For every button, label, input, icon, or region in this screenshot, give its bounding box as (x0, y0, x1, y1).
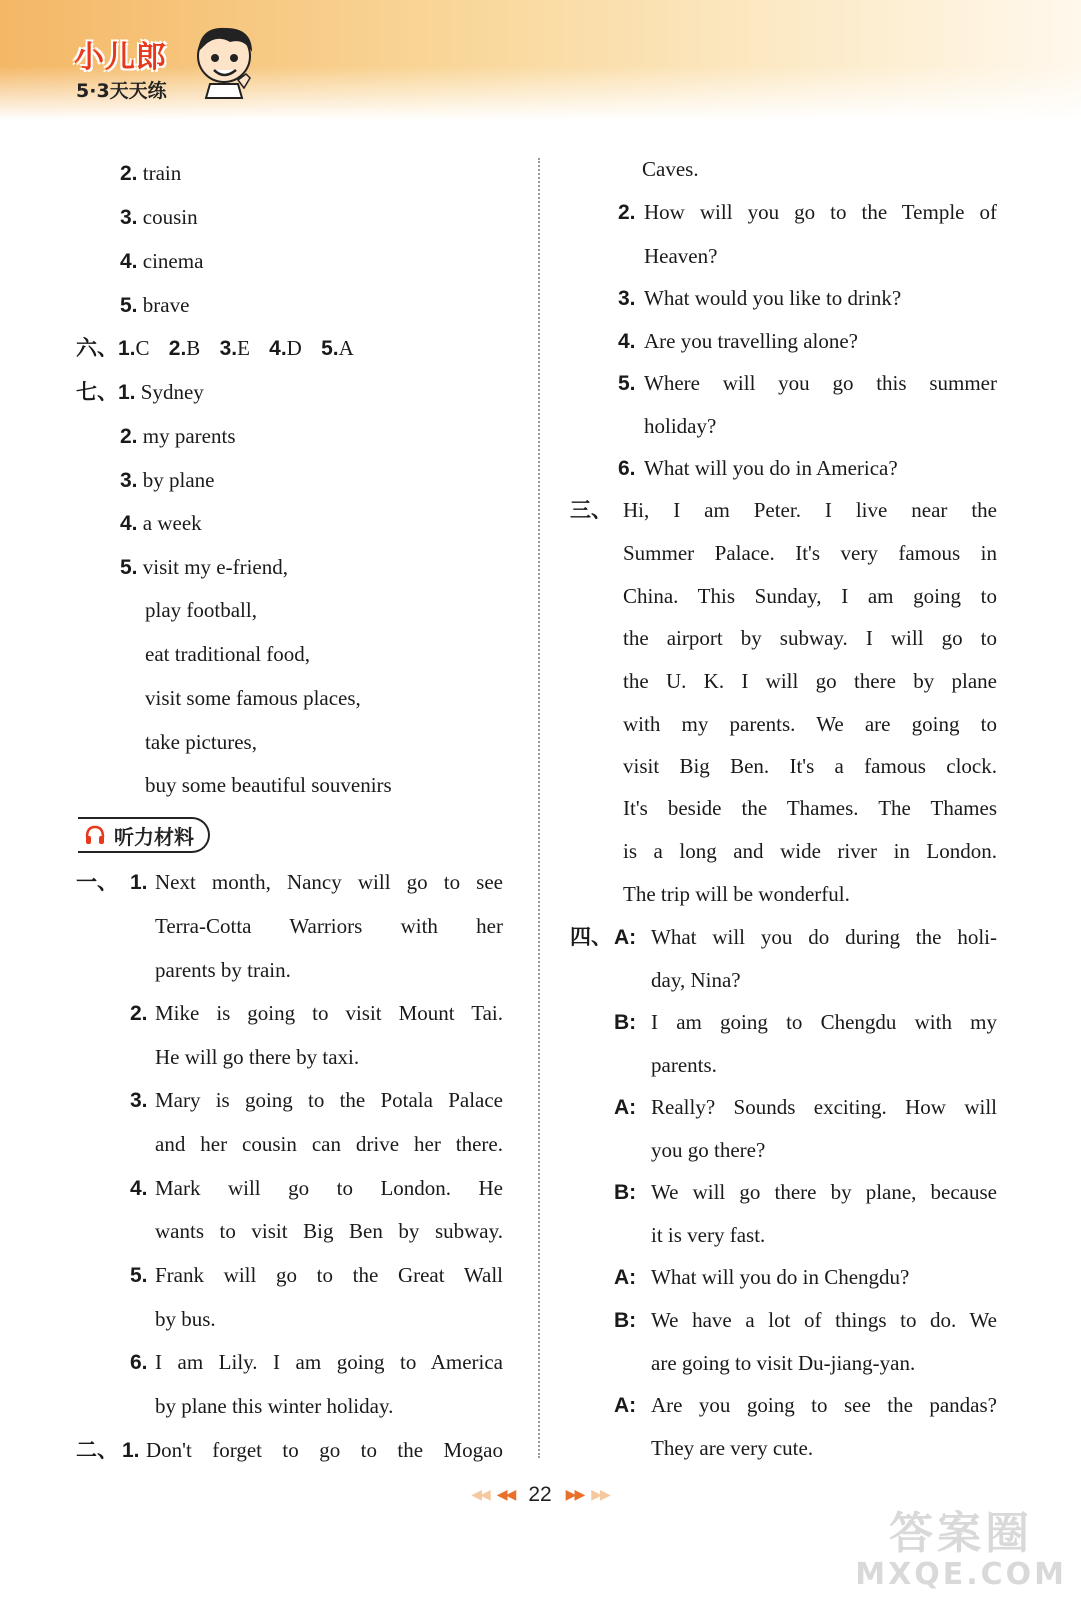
page-footer (450, 1480, 630, 1510)
answer-line: 4. cinema (120, 249, 204, 273)
item-number: 6. (130, 1351, 148, 1374)
publisher-logo (68, 28, 248, 108)
text-line: Don't forget to go to the Mogao (146, 1438, 503, 1462)
dialogue-line: What will you do during the holi- (651, 925, 997, 949)
text-line: wants to visit Big Ben by subway. (155, 1219, 503, 1243)
item-number: 5. (130, 1264, 148, 1287)
text-line: What will you do in America? (644, 456, 898, 480)
answer-line: 3. cousin (120, 205, 198, 229)
text-line: Frank will go to the Great Wall (155, 1263, 503, 1287)
dialogue-line: We will go there by plane, because (651, 1180, 997, 1204)
brand-name: 小儿郎 (74, 40, 167, 75)
text-line: Terra-Cotta Warriors with her (155, 914, 503, 938)
item-number: 2. (618, 201, 636, 224)
dialogue-line: We have a lot of things to do. We (651, 1308, 997, 1332)
listening-material-label: 听力材料 (114, 824, 194, 849)
decor-arrows-right-icon: ▶▶ (591, 1487, 609, 1503)
speaker-label: B: (614, 1309, 637, 1332)
answer-line: 4. a week (120, 511, 202, 535)
text-line: How will you go to the Temple of (644, 200, 997, 224)
item-number: 4. (130, 1177, 148, 1200)
text-line: Where will you go this summer (644, 371, 997, 395)
arrows-left-icon: ◀◀ (496, 1487, 515, 1503)
answer-line: 3. by plane (120, 468, 215, 492)
decor-arrows-left-icon: ◀◀ (471, 1487, 489, 1503)
section-6-answers: 六、1.C 2.B 3.E 4.D 5.A (76, 336, 354, 360)
passage-line: with my parents. We are going to (623, 712, 997, 736)
answer-line: 5. brave (120, 293, 190, 317)
headphones-icon (84, 824, 106, 846)
dialogue-line: Are you going to see the pandas? (651, 1393, 997, 1417)
text-line: Are you travelling alone? (644, 329, 858, 353)
text-line: by plane this winter holiday. (155, 1394, 394, 1418)
speaker-label: A: (614, 926, 637, 949)
dialogue-line: They are very cute. (651, 1436, 814, 1460)
item-number: 2. (130, 1002, 148, 1025)
passage-line: is a long and wide river in London. (623, 839, 997, 863)
section-2-marker: 二、 (76, 1438, 118, 1462)
passage-line: The trip will be wonderful. (623, 882, 850, 906)
section-4-marker: 四、 (570, 925, 612, 949)
passage-line: It's beside the Thames. The Thames (623, 796, 997, 820)
speaker-label: B: (614, 1181, 637, 1204)
dialogue-line: day, Nina? (651, 968, 741, 992)
dialogue-line: I am going to Chengdu with my (651, 1010, 997, 1034)
passage-line: visit Big Ben. It's a famous clock. (623, 754, 997, 778)
item-number: 1. (130, 871, 148, 894)
item-number: 3. (618, 287, 636, 310)
answer-line: eat traditional food, (145, 642, 311, 666)
answer-line: play football, (145, 598, 257, 622)
text-line: and her cousin can drive her there. (155, 1132, 503, 1156)
dialogue-line: parents. (651, 1053, 717, 1077)
passage-line: the airport by subway. I will go to (623, 626, 997, 650)
passage-line: the U. K. I will go there by plane (623, 669, 997, 693)
text-line: He will go there by taxi. (155, 1045, 360, 1069)
site-watermark: 答案圈 MXQE.COM (855, 1508, 1067, 1592)
speaker-label: A: (614, 1096, 637, 1119)
text-line: Mike is going to visit Mount Tai. (155, 1001, 503, 1025)
listening-material-badge (78, 817, 210, 853)
section-3-marker: 三、 (570, 498, 612, 522)
answer-line: buy some beautiful souvenirs (145, 773, 392, 797)
text-line: Mary is going to the Potala Palace (155, 1088, 503, 1112)
answer-line: 七、1. Sydney (76, 380, 204, 404)
answer-line: visit some famous places, (145, 686, 361, 710)
item-number: 4. (618, 330, 636, 353)
answer-line: 2. train (120, 161, 182, 185)
text-line: Caves. (642, 157, 699, 181)
text-line: What would you like to drink? (644, 286, 902, 310)
item-number: 6. (618, 457, 636, 480)
section-1-marker: 一、 (76, 870, 118, 894)
item-number: 3. (130, 1089, 148, 1112)
item-number: 1. (122, 1439, 140, 1462)
answer-line: take pictures, (145, 730, 257, 754)
arrows-right-icon: ▶▶ (565, 1487, 584, 1503)
text-line: Next month, Nancy will go to see (155, 870, 503, 894)
dialogue-line: What will you do in Chengdu? (651, 1265, 910, 1289)
column-divider (538, 158, 540, 1458)
dialogue-line: it is very fast. (651, 1223, 766, 1247)
passage-line: China. This Sunday, I am going to (623, 584, 997, 608)
answer-line: 5. visit my e-friend, (120, 555, 288, 579)
dialogue-line: you go there? (651, 1138, 766, 1162)
passage-line: Hi, I am Peter. I live near the (623, 498, 997, 522)
text-line: holiday? (644, 414, 717, 438)
mascot-boy-icon (190, 22, 260, 100)
item-number: 5. (618, 372, 636, 395)
text-line: Heaven? (644, 244, 718, 268)
speaker-label: A: (614, 1266, 637, 1289)
text-line: Mark will go to London. He (155, 1176, 503, 1200)
dialogue-line: Really? Sounds exciting. How will (651, 1095, 997, 1119)
speaker-label: B: (614, 1011, 637, 1034)
answer-line: 2. my parents (120, 424, 236, 448)
text-line: I am Lily. I am going to America (155, 1350, 503, 1374)
passage-line: Summer Palace. It's very famous in (623, 541, 997, 565)
text-line: by bus. (155, 1307, 216, 1331)
dialogue-line: are going to visit Du-jiang-yan. (651, 1351, 916, 1375)
text-line: parents by train. (155, 958, 291, 982)
speaker-label: A: (614, 1394, 637, 1417)
series-name: 5·3天天练 (76, 80, 167, 102)
page-number: 22 (528, 1483, 552, 1506)
